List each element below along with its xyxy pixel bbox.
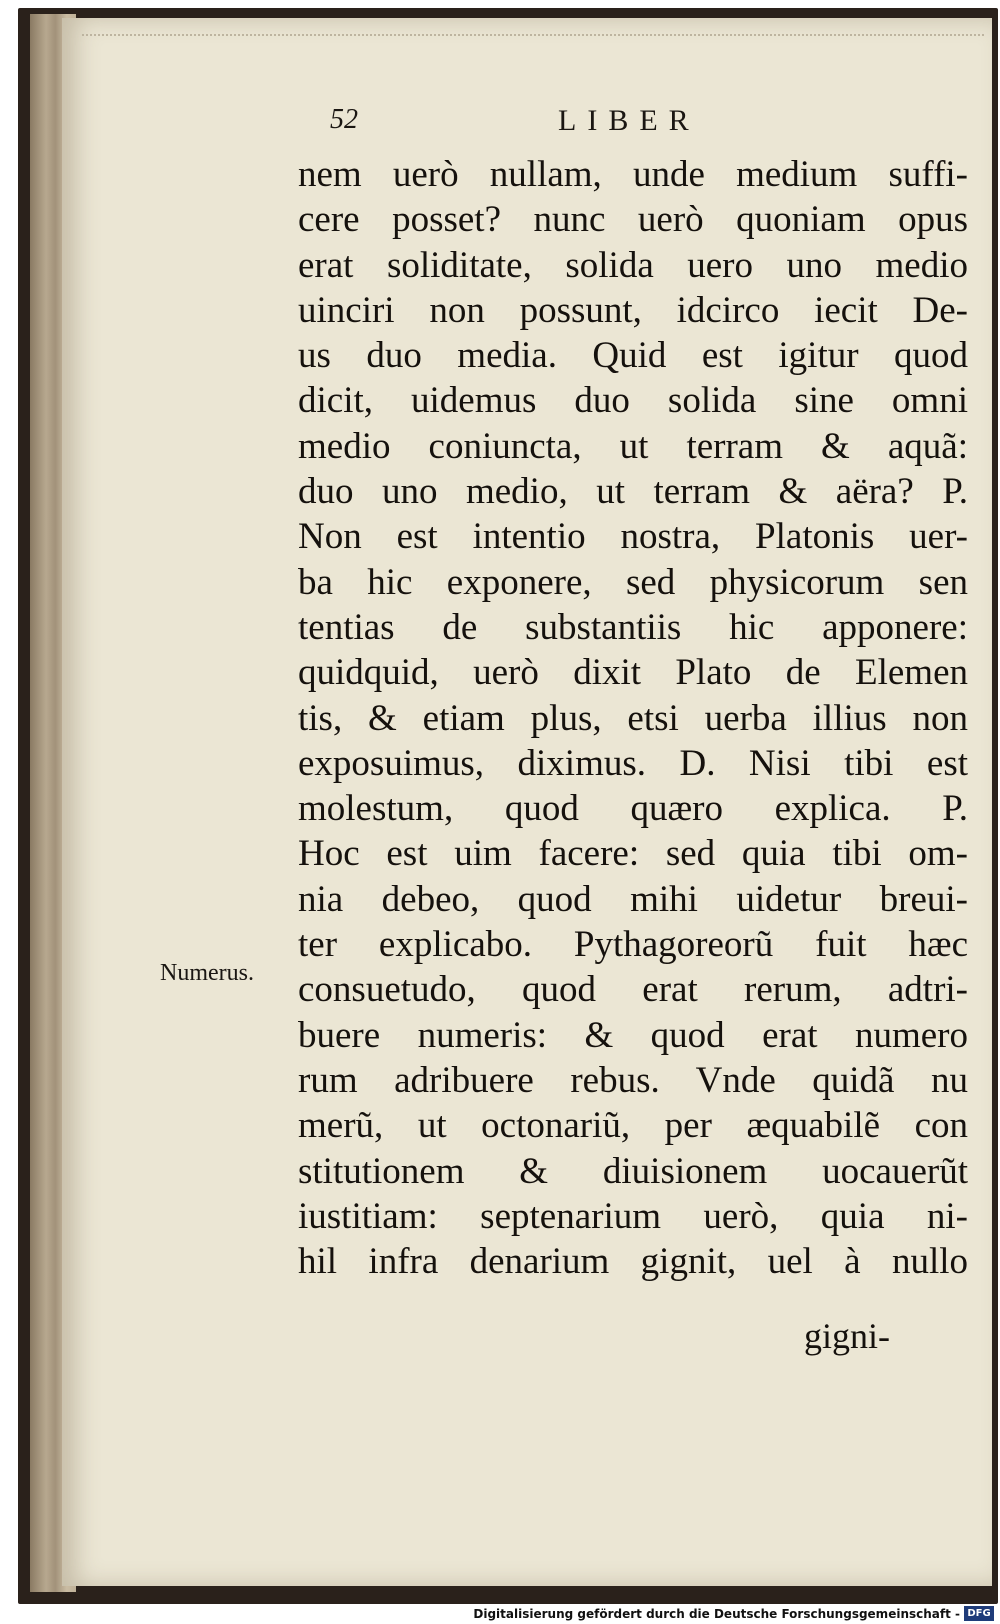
text-line: quidquid, uerò dixit Plato de Elemen	[298, 652, 968, 694]
dfg-logo: DFG	[964, 1606, 994, 1621]
text-line: molestum, quod quæro explica. P.	[298, 788, 968, 830]
text-line: duo uno medio, ut terram & aëra? P.	[298, 471, 968, 513]
page-top-dotted-edge	[82, 34, 984, 36]
text-line: nem uerò nullam, unde medium suffi-	[298, 154, 968, 195]
text-line: merũ, ut octonariũ, per æquabilẽ con	[298, 1105, 968, 1147]
text-line: tentias de substantiis hic apponere:	[298, 606, 968, 648]
text-line: rum adribuere rebus. Vnde quidã nu	[298, 1059, 968, 1101]
page-number: 52	[330, 104, 358, 135]
text-line: erat soliditate, solida uero uno medio	[298, 244, 968, 286]
text-line: Non est intentio nostra, Platonis uer-	[298, 516, 968, 558]
text-line: consuetudo, quod erat rerum, adtri-	[298, 969, 968, 1011]
text-line: buere numeris: & quod erat numero	[298, 1014, 968, 1056]
text-line: dicit, uidemus duo solida sine omni	[298, 380, 968, 422]
text-line: stitutionem & diuisionem uocauerũt	[298, 1150, 968, 1192]
text-line: ba hic exponere, sed physicorum sen	[298, 561, 968, 603]
text-line: Hoc est uim facere: sed quia tibi om-	[298, 833, 968, 875]
body-text	[298, 152, 968, 1284]
footer-bar	[0, 1604, 1000, 1624]
catchword: gigni-	[804, 1316, 890, 1356]
text-line: iustitiam: septenarium uerò, quia ni-	[298, 1195, 968, 1237]
text-line: uinciri non possunt, idcirco iecit De-	[298, 289, 968, 331]
text-line: ter explicabo. Pythagoreorũ fuit hæc	[298, 924, 968, 966]
text-line: hil infra denarium gignit, uel à nullo	[298, 1241, 968, 1283]
text-line: exposuimus, diximus. D. Nisi tibi est	[298, 742, 968, 784]
running-head: LIBER	[558, 104, 700, 137]
text-line: cere posset? nunc uerò quoniam opus	[298, 199, 968, 241]
marginal-note: Numerus.	[160, 960, 254, 986]
footer-credit: Digitalisierung gefördert durch die Deutsche Forschungsgemeinschaft -	[473, 1607, 960, 1621]
text-line: us duo media. Quid est igitur quod	[298, 335, 968, 377]
text-line: tis, & etiam plus, etsi uerba illius non	[298, 697, 968, 739]
text-line: nia debeo, quod mihi uidetur breui-	[298, 878, 968, 920]
text-line: medio coniuncta, ut terram & aquã:	[298, 425, 968, 467]
